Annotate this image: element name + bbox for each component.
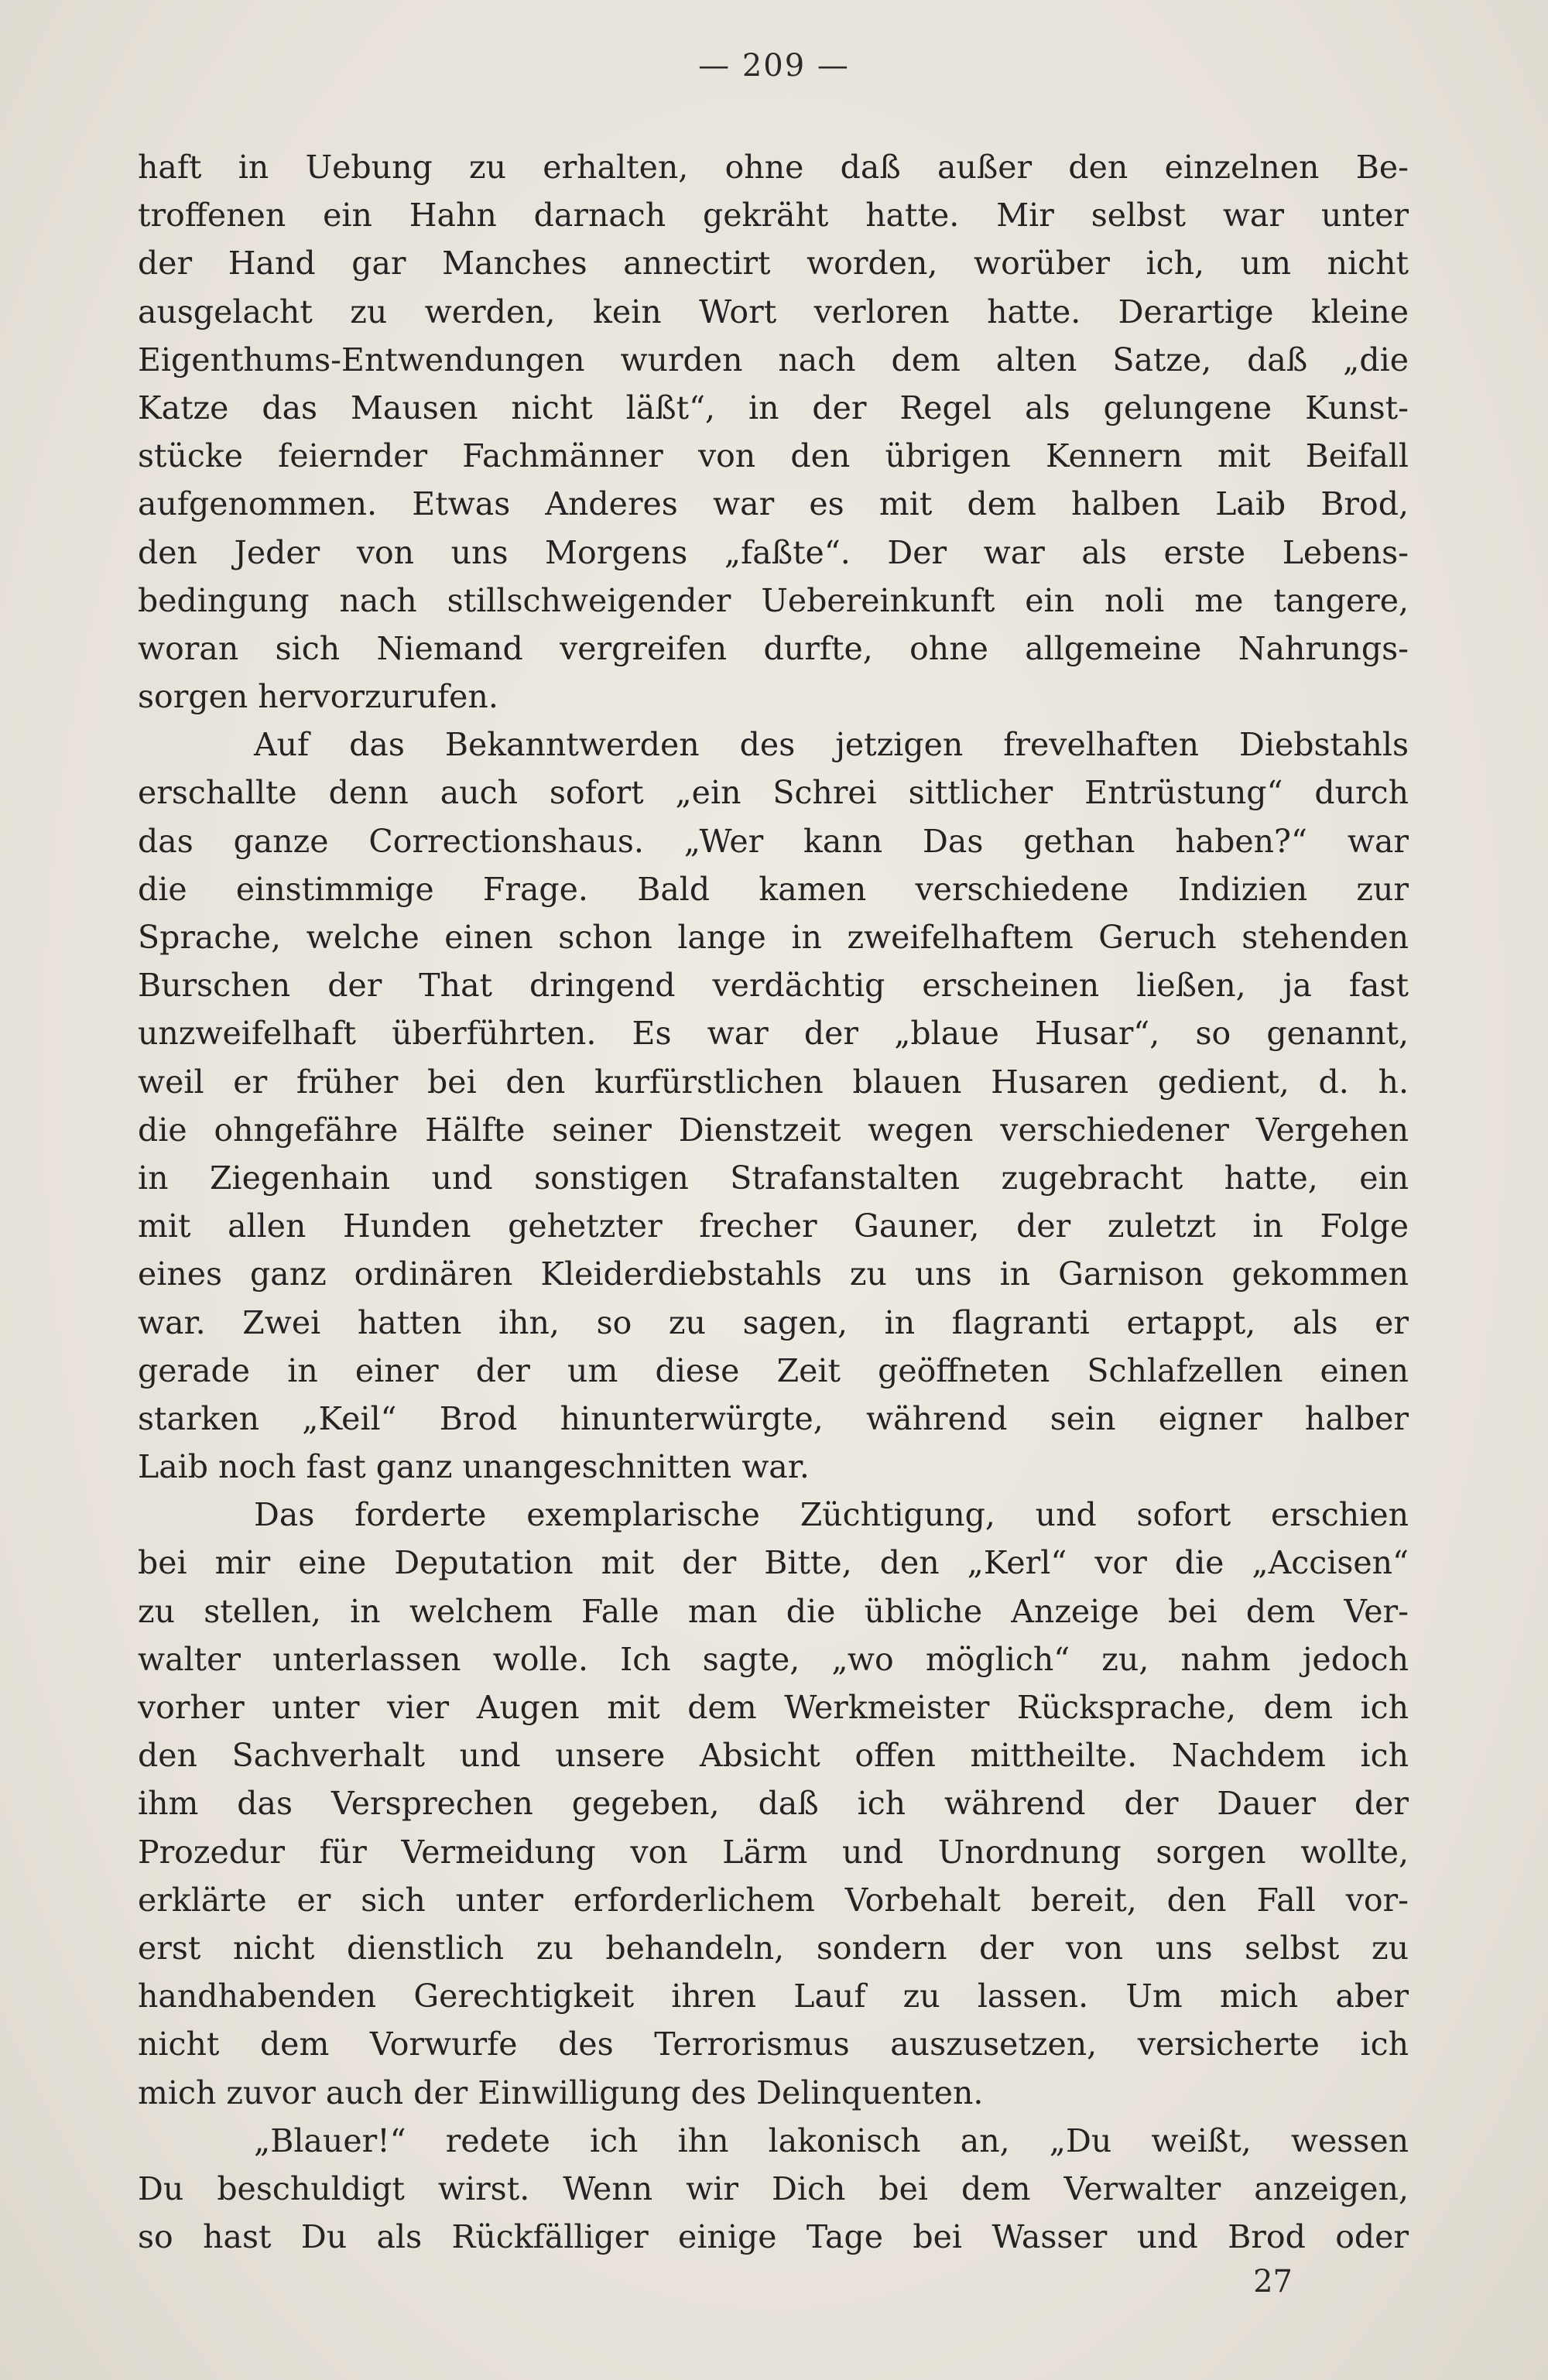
text-line: Prozedur für Vermeidung von Lärm und Unordnung sorgen wollte, xyxy=(138,1833,1409,1871)
text-line: starken „Keil“ Brod hinunterwürgte, während sein eigner halber xyxy=(138,1399,1409,1437)
signature-mark: 27 xyxy=(1253,2264,1293,2300)
text-line: erklärte er sich unter erforderlichem Vorbehalt bereit, den Fall vor- xyxy=(138,1881,1409,1919)
text-line: in Ziegenhain und sonstigen Strafanstalten zugebracht hatte, ein xyxy=(138,1159,1409,1197)
text-line: die ohngefähre Hälfte seiner Dienstzeit wegen verschiedener Vergehen xyxy=(138,1111,1409,1149)
text-line: das ganze Correctionshaus. „Wer kann Das gethan haben?“ war xyxy=(138,822,1409,860)
text-line: handhabenden Gerechtigkeit ihren Lauf zu lassen. Um mich aber xyxy=(138,1978,1409,2015)
text-line: unzweifelhaft überführten. Es war der „blaue Husar“, so genannt, xyxy=(138,1015,1409,1053)
text-line: mich zuvor auch der Einwilligung des Delinquenten. xyxy=(138,2074,984,2111)
text-line: Katze das Mausen nicht läßt“, in der Regel als gelungene Kunst- xyxy=(138,389,1409,426)
text-line: woran sich Niemand vergreifen durfte, ohne allgemeine Nahrungs- xyxy=(138,629,1409,667)
text-line: den Jeder von uns Morgens „faßte“. Der war als erste Lebens- xyxy=(138,533,1409,571)
text-line: Du beschuldigt wirst. Wenn wir Dich bei dem Verwalter anzeigen, xyxy=(138,2169,1409,2207)
text-line: vorher unter vier Augen mit dem Werkmeister Rücksprache, dem ich xyxy=(138,1689,1409,1726)
text-line: nicht dem Vorwurfe des Terrorismus auszusetzen, versicherte ich xyxy=(138,2026,1409,2063)
text-line: Burschen der That dringend verdächtig erscheinen ließen, ja fast xyxy=(138,967,1409,1005)
text-line: bei mir eine Deputation mit der Bitte, den „Kerl“ vor die „Accisen“ xyxy=(138,1544,1409,1582)
text-line: bedingung nach stillschweigender Uebereinkunft ein noli me tangere, xyxy=(138,581,1409,619)
text-line: erschallte denn auch sofort „ein Schrei sittlicher Entrüstung“ durch xyxy=(138,774,1409,812)
text-line: zu stellen, in welchem Falle man die übliche Anzeige bei dem Ver- xyxy=(138,1592,1409,1630)
text-line: sorgen hervorzurufen. xyxy=(138,678,498,716)
text-line: weil er früher bei den kurfürstlichen blauen Husaren gedient, d. h. xyxy=(138,1063,1409,1101)
text-line: war. Zwei hatten ihn, so zu sagen, in flagranti ertappt, als er xyxy=(138,1303,1409,1341)
text-line: Sprache, welche einen schon lange in zweifelhaftem Geruch stehenden xyxy=(138,919,1409,956)
text-line: troffenen ein Hahn darnach gekräht hatte. Mir selbst war unter xyxy=(138,197,1409,235)
text-line: ihm das Versprechen gegeben, daß ich während der Dauer der xyxy=(138,1785,1409,1823)
text-line: ausgelacht zu werden, kein Wort verloren hatte. Derartige kleine xyxy=(138,293,1409,330)
text-line: den Sachverhalt und unsere Absicht offen mittheilte. Nachdem ich xyxy=(138,1737,1409,1775)
text-line: Laib noch fast ganz unangeschnitten war. xyxy=(138,1448,810,1486)
text-line: gerade in einer der um diese Zeit geöffneten Schlafzellen einen xyxy=(138,1351,1409,1389)
text-line: mit allen Hunden gehetzter frecher Gauner, der zuletzt in Folge xyxy=(138,1207,1409,1245)
text-line: aufgenommen. Etwas Anderes war es mit dem halben Laib Brod, xyxy=(138,485,1409,523)
text-line: walter unterlassen wolle. Ich sagte, „wo möglich“ zu, nahm jedoch xyxy=(138,1640,1409,1678)
text-line: Auf das Bekanntwerden des jetzigen frevelhaften Diebstahls xyxy=(254,726,1409,764)
text-line: erst nicht dienstlich zu behandeln, sondern der von uns selbst zu xyxy=(138,1929,1409,1967)
page-number-header: — 209 — xyxy=(698,48,850,84)
text-line: der Hand gar Manches annectirt worden, worüber ich, um nicht xyxy=(138,245,1409,283)
text-line: eines ganz ordinären Kleiderdiebstahls zu uns in Garnison gekommen xyxy=(138,1255,1409,1293)
text-line: „Blauer!“ redete ich ihn lakonisch an, „Du weißt, wessen xyxy=(254,2121,1409,2159)
text-line: stücke feiernder Fachmänner von den übrigen Kennern mit Beifall xyxy=(138,437,1409,475)
text-line: so hast Du als Rückfälliger einige Tage bei Wasser und Brod oder xyxy=(138,2218,1409,2256)
body-text xyxy=(138,143,1409,2261)
text-line: Das forderte exemplarische Züchtigung, und sofort erschien xyxy=(254,1496,1409,1534)
text-line: die einstimmige Frage. Bald kamen verschiedene Indizien zur xyxy=(138,870,1409,908)
text-line: Eigenthums-Entwendungen wurden nach dem alten Satze, daß „die xyxy=(138,341,1409,378)
text-line: haft in Uebung zu erhalten, ohne daß außer den einzelnen Be- xyxy=(138,149,1409,186)
